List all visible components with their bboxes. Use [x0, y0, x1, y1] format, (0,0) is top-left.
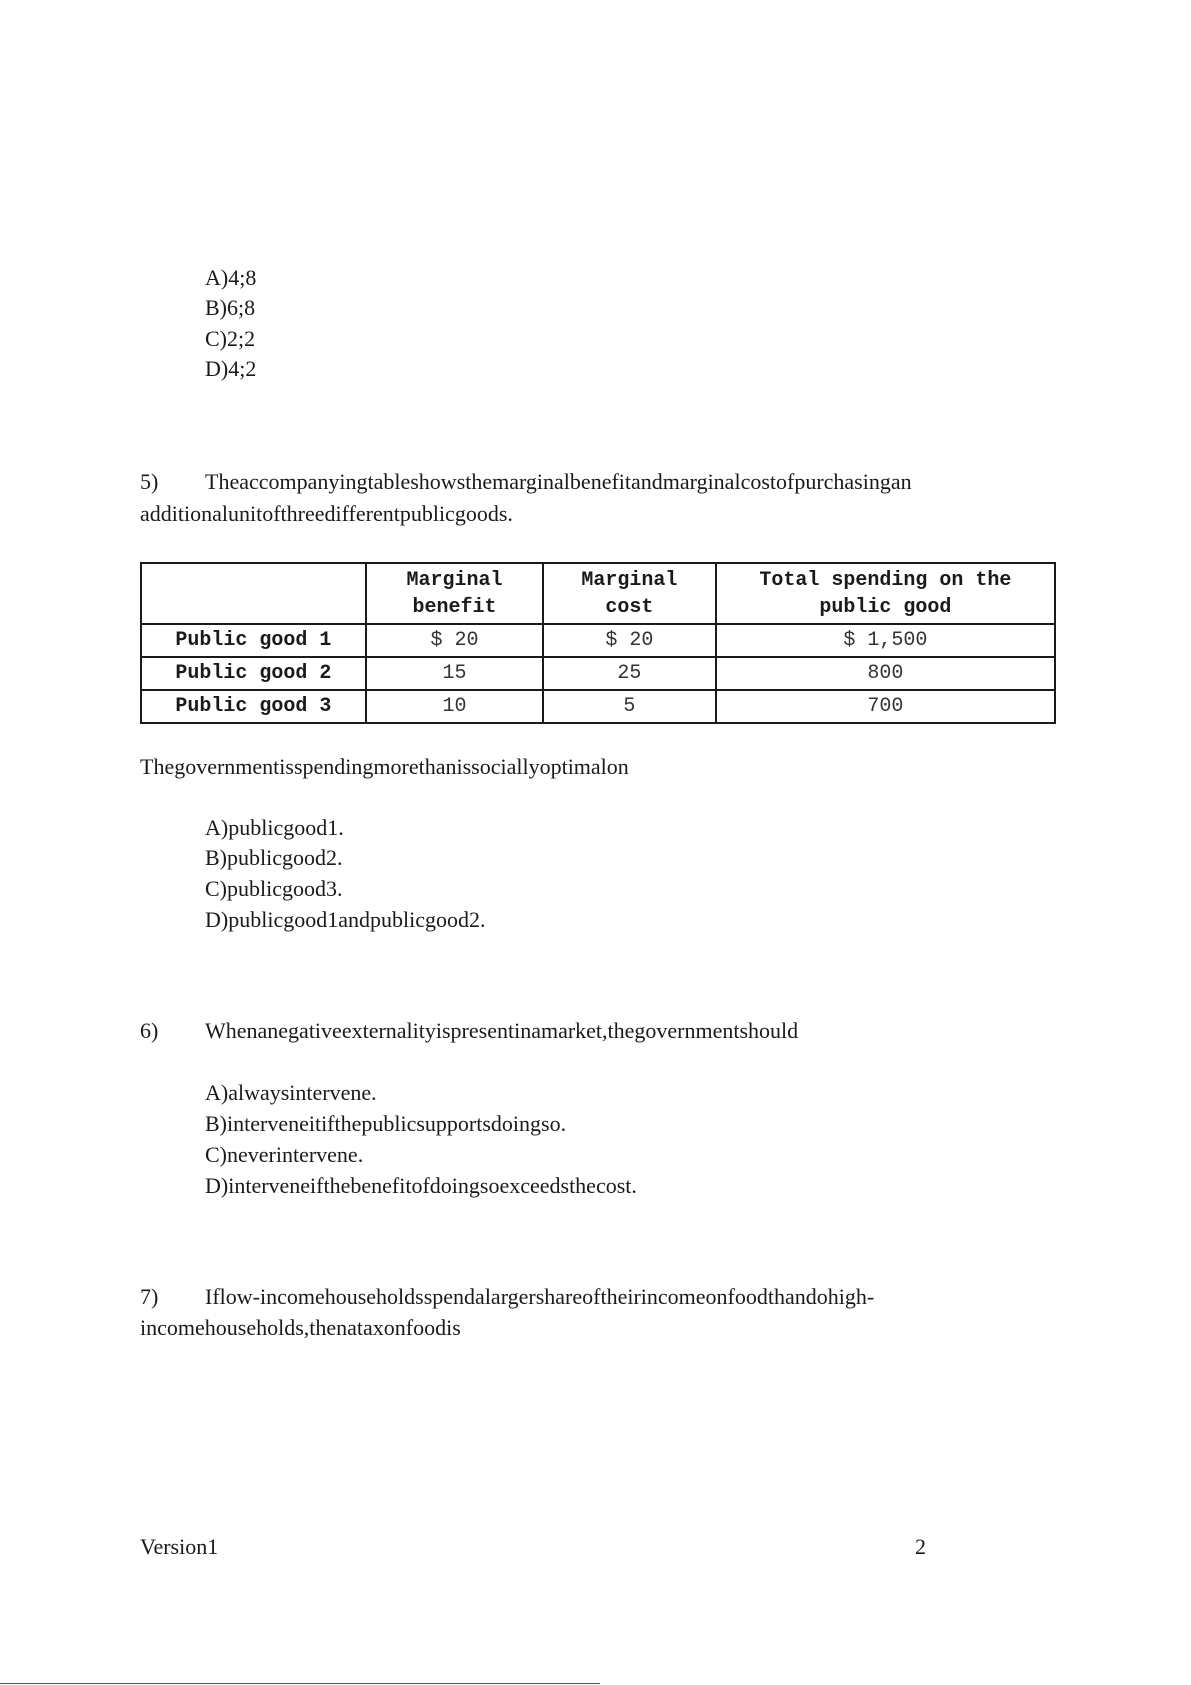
- table-header-empty: [141, 563, 366, 624]
- cell-cost: 5: [543, 690, 716, 723]
- q4-option-b: B)6;8: [205, 295, 256, 320]
- header-text: benefit: [412, 595, 497, 619]
- q7-text-line1: Iflow-incomehouseholdsspendalargershareoftheirincomeonfoodthandohigh-: [205, 1284, 875, 1309]
- cell-cost: $ 20: [543, 624, 716, 657]
- q4-option-d: D)4;2: [205, 356, 257, 381]
- footer-page-number: 2: [915, 1534, 926, 1559]
- q5-option-b: B)publicgood2.: [205, 845, 343, 870]
- q6-option-c: C)neverintervene.: [205, 1142, 364, 1167]
- q5-option-d: D)publicgood1andpublicgood2.: [205, 907, 486, 932]
- table-header-row: [141, 563, 1055, 624]
- q5-text-line1: Theaccompanyingtableshowsthemarginalbenefitandmarginalcostofpurchasingan: [205, 469, 912, 494]
- q6-option-b: B)interveneitifthepublicsupportsdoingso.: [205, 1111, 567, 1136]
- q7-text-line2: incomehouseholds,thenataxonfoodis: [140, 1315, 461, 1340]
- q5-stem: Thegovernmentisspendingmorethanissociallyoptimalon: [140, 754, 629, 779]
- cell-benefit: $ 20: [366, 624, 543, 657]
- table-header-marginal-cost: [543, 563, 716, 624]
- header-text: Total spending on the: [759, 568, 1012, 592]
- page-bottom-rule: [0, 1683, 600, 1684]
- q4-option-a: A)4;8: [205, 265, 257, 290]
- table-row: [141, 690, 1055, 723]
- q5-text-line2: additionalunitofthreedifferentpublicgoods.: [140, 501, 513, 526]
- q5-option-a: A)publicgood1.: [205, 815, 344, 840]
- header-text: Marginal: [406, 568, 503, 592]
- header-text: cost: [605, 595, 654, 619]
- footer-version: Version1: [140, 1534, 219, 1559]
- row-label: Public good 3: [141, 690, 366, 723]
- q5-number: 5): [140, 469, 159, 494]
- q6-option-d: D)interveneifthebenefitofdoingsoexceedsthecost.: [205, 1173, 637, 1198]
- cell-total: $ 1,500: [716, 624, 1055, 657]
- table-row: [141, 624, 1055, 657]
- header-text: Marginal: [581, 568, 678, 592]
- q6-option-a: A)alwaysintervene.: [205, 1080, 377, 1105]
- cell-total: 800: [716, 657, 1055, 690]
- table-row: [141, 657, 1055, 690]
- q7-number: 7): [140, 1284, 159, 1309]
- q4-option-c: C)2;2: [205, 326, 256, 351]
- q6-number: 6): [140, 1018, 159, 1043]
- cell-total: 700: [716, 690, 1055, 723]
- table-header-total-spending: [716, 563, 1055, 624]
- marginal-table: [140, 562, 1056, 724]
- table-header-marginal-benefit: [366, 563, 543, 624]
- header-text: public good: [819, 595, 952, 619]
- q6-text: Whenanegativeexternalityispresentinamarket,thegovernmentshould: [205, 1018, 799, 1043]
- row-label: Public good 1: [141, 624, 366, 657]
- q5-option-c: C)publicgood3.: [205, 876, 343, 901]
- cell-cost: 25: [543, 657, 716, 690]
- cell-benefit: 15: [366, 657, 543, 690]
- row-label: Public good 2: [141, 657, 366, 690]
- cell-benefit: 10: [366, 690, 543, 723]
